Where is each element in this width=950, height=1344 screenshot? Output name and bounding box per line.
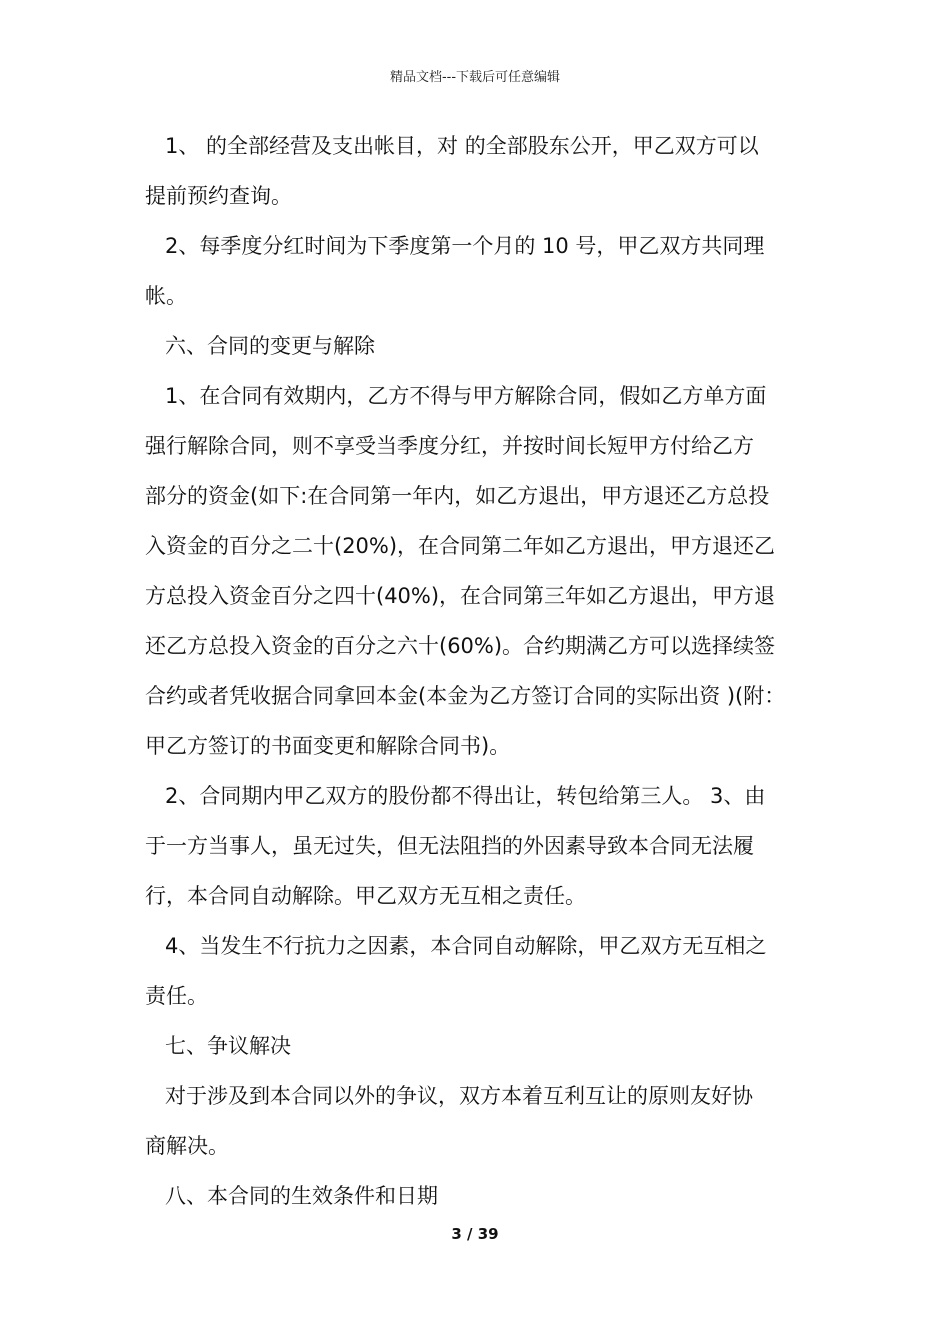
text-line: 行，本合同自动解除。甲乙双方无互相之责任。 (145, 884, 586, 908)
text-line: 入资金的百分之二十(20%)，在合同第二年如乙方退出，甲方退还乙 (145, 534, 776, 558)
text-line: 强行解除合同，则不享受当季度分红，并按时间长短甲方付给乙方 (145, 434, 754, 458)
text-line: 对于涉及到本合同以外的争议，双方本着互利互让的原则友好协 (165, 1084, 753, 1108)
text-line: 1、 的全部经营及支出帐目，对 的全部股东公开，甲乙双方可以 (165, 134, 759, 158)
page-number: 3 / 39 (451, 1225, 499, 1243)
text-line: 还乙方总投入资金的百分之六十(60%)。合约期满乙方可以选择续签 (145, 634, 776, 658)
text-line: 4、当发生不行抗力之因素，本合同自动解除，甲乙双方无互相之 (165, 934, 767, 958)
text-line: 1、在合同有效期内，乙方不得与甲方解除合同，假如乙方单方面 (165, 384, 767, 408)
section-heading: 八、本合同的生效条件和日期 (165, 1184, 438, 1208)
text-line: 合约或者凭收据合同拿回本金(本金为乙方签订合同的实际出资 )(附： (145, 684, 786, 708)
text-line: 2、合同期内甲乙双方的股份都不得出让，转包给第三人。 3、由 (165, 784, 766, 808)
text-line: 帐。 (145, 284, 187, 308)
text-line: 甲乙方签订的书面变更和解除合同书)。 (145, 734, 511, 758)
text-line: 于一方当事人，虽无过失，但无法阻挡的外因素导致本合同无法履 (145, 834, 754, 858)
text-line: 商解决。 (145, 1134, 229, 1158)
page-header: 精品文档---下载后可任意编辑 (389, 70, 561, 85)
text-line: 部分的资金(如下:在合同第一年内，如乙方退出，甲方退还乙方总投 (145, 484, 770, 508)
text-line: 责任。 (145, 984, 208, 1008)
text-line: 2、每季度分红时间为下季度第一个月的 10 号，甲乙双方共同理 (165, 234, 765, 258)
text-line: 方总投入资金百分之四十(40%)，在合同第三年如乙方退出，甲方退 (145, 584, 776, 608)
section-heading: 六、合同的变更与解除 (165, 334, 375, 358)
section-heading: 七、争议解决 (165, 1034, 291, 1058)
text-line: 提前预约查询。 (145, 184, 292, 208)
